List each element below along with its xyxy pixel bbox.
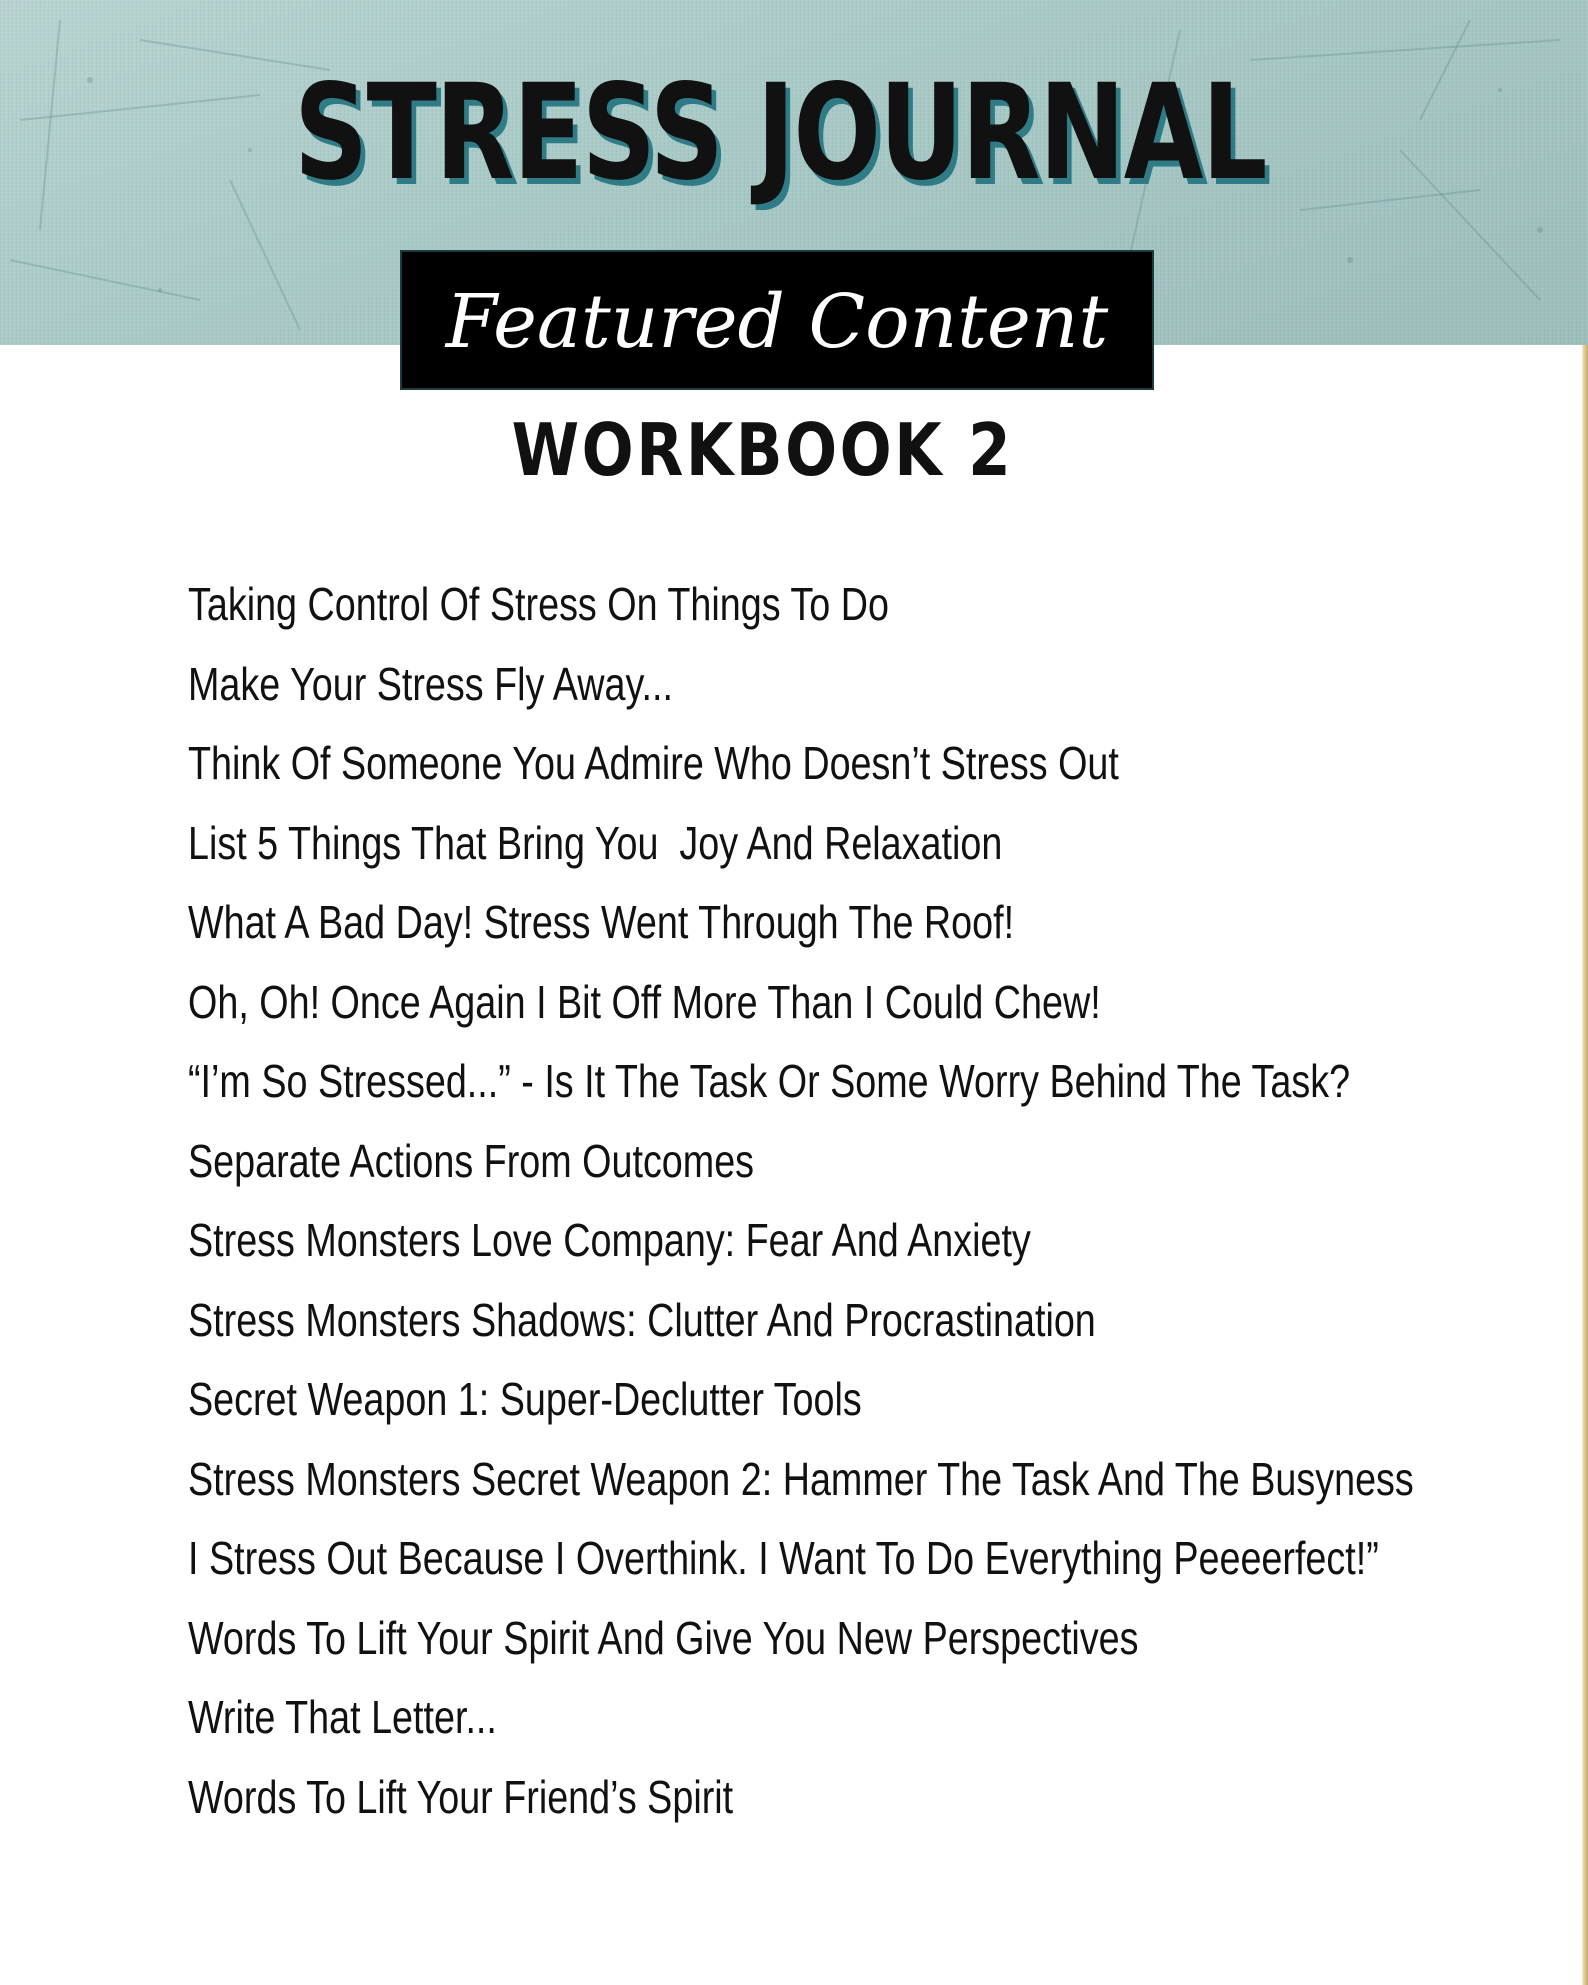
featured-content-badge <box>400 250 1154 390</box>
list-item: Oh, Oh! Once Again I Bit Off More Than I Could Chew! <box>188 975 1101 1028</box>
list-item: Taking Control Of Stress On Things To Do <box>188 578 889 630</box>
page-edge-stripe <box>1582 345 1588 1985</box>
list-item: Secret Weapon 1: Super-Declutter Tools <box>188 1373 862 1425</box>
list-item: Words To Lift Your Spirit And Give You New Perspectives <box>188 1611 1139 1664</box>
list-item: Stress Monsters Love Company: Fear And Anxiety <box>188 1214 1031 1266</box>
list-item: Think Of Someone You Admire Who Doesn’t Stress Out <box>188 737 1119 789</box>
list-item: Separate Actions From Outcomes <box>188 1134 755 1187</box>
page-title: STRESS JOURNAL <box>294 56 1266 210</box>
list-item: List 5 Things That Bring You Joy And Relaxation <box>188 816 1003 869</box>
contents-list <box>188 569 1488 1841</box>
list-item: Stress Monsters Shadows: Clutter And Procrastination <box>188 1293 1096 1346</box>
list-item: Stress Monsters Secret Weapon 2: Hammer The Task And The Busyness <box>188 1452 1414 1505</box>
list-item: I Stress Out Because I Overthink. I Want To Do Everything Peeeerfect!” <box>188 1532 1379 1584</box>
list-item: Write That Letter... <box>188 1691 497 1743</box>
list-item: Make Your Stress Fly Away... <box>188 657 673 710</box>
workbook-heading: WORKBOOK 2 <box>511 408 1014 492</box>
list-item: “I’m So Stressed...” - Is It The Task Or Some Worry Behind The Task? <box>188 1055 1351 1107</box>
list-item: What A Bad Day! Stress Went Through The Roof! <box>188 896 1015 948</box>
featured-content-label: Featured Content <box>445 279 1109 365</box>
list-item: Words To Lift Your Friend’s Spirit <box>188 1770 734 1823</box>
